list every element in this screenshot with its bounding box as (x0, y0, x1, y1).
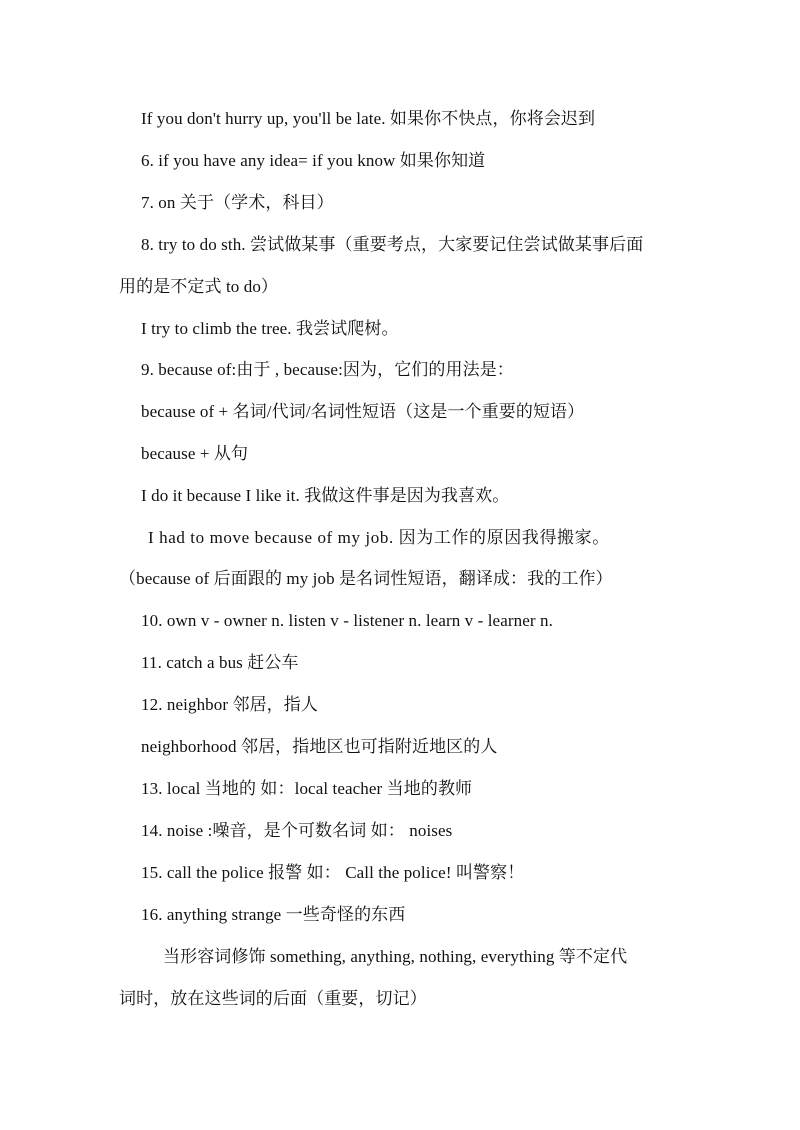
text-line-5: 用的是不定式 to do） (119, 277, 279, 296)
text-line-9: because + 从句 (141, 444, 249, 463)
text-line-3: 7. on 关于（学术，科目） (141, 193, 334, 212)
text-line-11: I had to move because of my job. 因为工作的原因我得搬家。 (148, 528, 610, 547)
text-line-1: If you don't hurry up, you'll be late. 如果你不快点，你将会迟到 (141, 109, 596, 128)
text-line-2: 6. if you have any idea= if you know 如果你知道 (141, 151, 486, 170)
text-line-4: 8. try to do sth. 尝试做某事（重要考点，大家要记住尝试做某事后面 (141, 235, 644, 254)
text-line-19: 15. call the police 报警 如： Call the police! 叫警察！ (141, 863, 525, 882)
text-line-16: neighborhood 邻居，指地区也可指附近地区的人 (141, 737, 498, 756)
text-line-12: （because of 后面跟的 my job 是名词性短语，翻译成：我的工作） (119, 569, 613, 588)
text-line-8: because of + 名词/代词/名词性短语（这是一个重要的短语） (141, 402, 585, 421)
text-line-10: I do it because I like it. 我做这件事是因为我喜欢。 (141, 486, 510, 505)
text-line-20: 16. anything strange 一些奇怪的东西 (141, 905, 406, 924)
text-line-18: 14. noise :噪音，是个可数名词 如： noises (141, 821, 453, 840)
text-line-13: 10. own v - owner n. listen v - listener n. learn v - learner n. (141, 611, 553, 630)
text-line-21: 当形容词修饰 something, anything, nothing, everything 等不定代 (163, 947, 628, 966)
text-line-7: 9. because of:由于 , because:因为，它们的用法是： (141, 360, 514, 379)
text-line-14: 11. catch a bus 赶公车 (141, 653, 299, 672)
text-line-6: I try to climb the tree. 我尝试爬树。 (141, 319, 399, 338)
text-line-17: 13. local 当地的 如：local teacher 当地的教师 (141, 779, 473, 798)
text-line-15: 12. neighbor 邻居，指人 (141, 695, 318, 714)
text-line-22: 词时，放在这些词的后面（重要，切记） (119, 989, 427, 1008)
